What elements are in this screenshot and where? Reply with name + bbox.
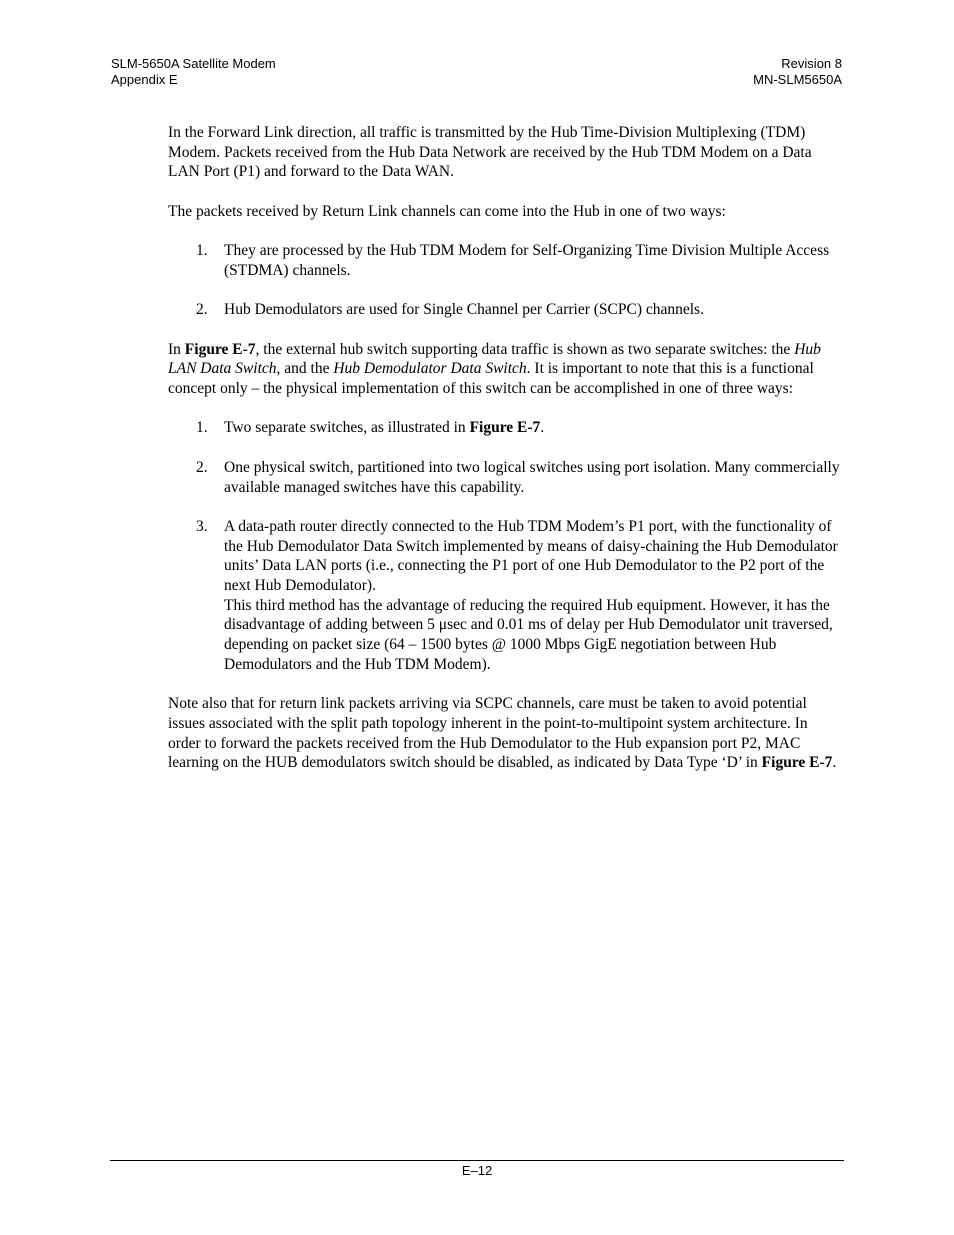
- list-item-text: Hub Demodulators are used for Single Channel per Carrier (SCPC) channels.: [224, 301, 704, 319]
- text-run: .: [540, 419, 545, 437]
- text-run: Note also that for return link packets arriving via SCPC channels, care must be taken to avoid potential issues associated with the split path topology inherent in the point-to-multipoint system architecture. In order to forward the packets received from the Hub Demodulator to the Hub expansion port P2, MAC learning on the HUB demodulators switch should be disabled, as indicated by Data Type ‘D’ in: [168, 695, 808, 772]
- text-run: In: [168, 340, 185, 358]
- page-footer: [0, 1163, 954, 1179]
- list-item-number: 3.: [196, 517, 208, 535]
- text-run: , the external hub switch supporting data traffic is shown as two separate switches: the: [255, 340, 795, 358]
- return-link-list: [168, 241, 844, 320]
- text-run: .: [832, 754, 837, 772]
- hub-demod-switch-term: Hub Demodulator Data Switch: [333, 360, 527, 378]
- paragraph-forward-link: In the Forward Link direction, all traffic is transmitted by the Hub Time-Division Multiplexing (TDM) Modem. Packets received from the Hub Data Network are received by the Hub TDM Modem on a Data LAN Port (P1) and forward to the Data WAN.: [168, 124, 812, 181]
- text-run: A data-path router directly connected to the Hub TDM Modem’s P1 port, with the functionality of the Hub Demodulator Data Switch implemented by means of daisy-chaining the Hub Demodulator units’ Data LAN ports (i.e., connecting the P1 port of one Hub Demodulator to the P2 port of the next Hub Demodulator).: [224, 517, 838, 595]
- figure-reference: Figure E-7: [469, 419, 541, 437]
- paragraph-return-link-note: [168, 694, 844, 773]
- page-number: E–12: [461, 1163, 493, 1178]
- text-run: This third method has the advantage of reducing the required Hub equipment. However, it has the disadvantage of adding between 5 μsec and 0.01 ms of delay per Hub Demodulator unit traversed, depending on packet size (64 – 1500 bytes @ 1000 Mbps GigE negotiation between Hub Demodulators and the Hub TDM Modem).: [224, 596, 833, 673]
- figure-reference: Figure E-7: [761, 754, 833, 772]
- list-item-text: [224, 418, 844, 438]
- list-item-text: They are processed by the Hub TDM Modem for Self-Organizing Time Division Multiple Access (STDMA) channels.: [224, 242, 830, 279]
- list-item: [168, 418, 844, 438]
- list-item-number: 1.: [196, 419, 208, 437]
- document-body: [168, 123, 844, 793]
- footer-divider: [110, 1160, 844, 1161]
- list-item-text: [224, 517, 844, 675]
- header-appendix: Appendix E: [111, 72, 178, 87]
- implementation-list: [168, 418, 844, 674]
- paragraph-return-link: The packets received by Return Link channels can come into the Hub in one of two ways:: [168, 202, 726, 220]
- header-manual-number: MN-SLM5650A: [753, 72, 842, 87]
- header-product-title: SLM-5650A Satellite Modem: [111, 56, 276, 71]
- header-revision: Revision 8: [781, 56, 842, 71]
- hub-lan-switch-term: Hub LAN Data Switch: [168, 340, 821, 378]
- list-item: [168, 458, 844, 497]
- list-item: [168, 300, 844, 320]
- list-item-text: One physical switch, partitioned into two logical switches using port isolation. Many commercially available managed switches have this capability.: [224, 458, 840, 496]
- text-run: . It is important to note that this is a functional concept only – the physical implementation of this switch can be accomplished in one of three ways:: [168, 360, 814, 398]
- list-item-number: 1.: [196, 242, 208, 260]
- text-run: Two separate switches, as illustrated in: [224, 419, 470, 437]
- list-item-number: 2.: [196, 458, 208, 476]
- list-item: [168, 241, 844, 280]
- figure-reference: Figure E-7: [184, 340, 256, 358]
- list-item: [168, 517, 844, 675]
- list-item-number: 2.: [196, 301, 208, 319]
- text-run: , and the: [276, 360, 334, 378]
- page-header: [111, 56, 842, 88]
- paragraph-hub-switch: [168, 340, 844, 399]
